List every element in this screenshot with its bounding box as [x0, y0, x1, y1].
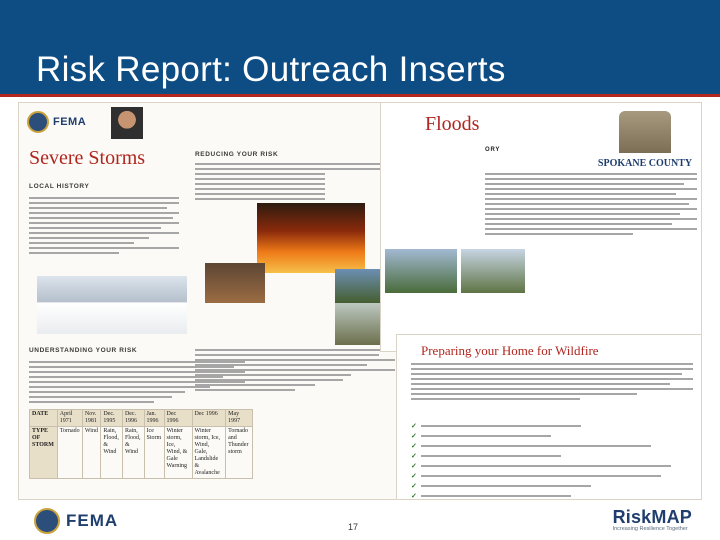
wildfire-heading: Preparing your Home for Wildfire — [421, 343, 599, 358]
title-bar — [0, 0, 720, 97]
wildfire-checklist — [411, 421, 671, 500]
floods-heading: Floods — [425, 113, 480, 135]
checkmark-icon: ✓ — [411, 443, 417, 450]
checkmark-icon: ✓ — [411, 493, 417, 500]
dhs-seal-icon — [27, 111, 49, 133]
table-row: TYPE OF STORM Tornado Wind Rain, Flood, & Wind Rain, Flood, & Wind Ice Storm Winter storm, Ice, Wind, & Gale Warning Winter storm, Ice, Wind, Gale, Landslide & Avalanche Tornado and Thunder storm — [30, 427, 253, 479]
outreach-inserts-collage — [18, 102, 702, 500]
riskmap-logo — [613, 507, 692, 532]
slide-title: Risk Report: Outreach Inserts — [36, 50, 506, 89]
riverfront-photo — [461, 249, 525, 293]
reducing-heading: REDUCING YOUR RISK — [195, 151, 279, 158]
fema-logo-text: FEMA — [53, 116, 87, 128]
cabin-photo — [205, 263, 265, 303]
list-item — [411, 441, 671, 451]
list-item — [411, 471, 671, 481]
local-history-text — [29, 197, 179, 257]
spokane-county-logo — [595, 109, 695, 173]
snow-house-photo — [37, 276, 187, 334]
table-row: DATE April 1971 Nov. 1981 Dec. 1995 Dec. 1996 Jan. 1996 Dec 1996 Dec 1996 May 1997 — [30, 410, 253, 427]
person-photo — [111, 107, 143, 139]
list-item — [411, 421, 671, 431]
storms-heading: Severe Storms — [29, 147, 146, 169]
courthouse-icon — [619, 111, 671, 153]
wildfire-photo — [257, 203, 365, 273]
checkmark-icon: ✓ — [411, 453, 417, 460]
storm-history-table — [29, 409, 253, 479]
fema-logo — [27, 111, 86, 133]
river-photo — [385, 249, 457, 293]
wildfire-insert — [396, 334, 702, 500]
wildfire-intro-text — [411, 363, 693, 403]
list-item — [411, 451, 671, 461]
list-item — [411, 491, 671, 500]
fema-footer-logo — [34, 508, 118, 534]
local-history-heading: LOCAL HISTORY — [29, 183, 90, 190]
checkmark-icon: ✓ — [411, 483, 417, 490]
reducing-text-2 — [195, 349, 395, 394]
checkmark-icon: ✓ — [411, 473, 417, 480]
dhs-seal-icon — [34, 508, 60, 534]
riskmap-tagline: Increasing Resilience Together — [612, 526, 688, 532]
riskmap-map: MAP — [651, 507, 692, 527]
list-item — [411, 461, 671, 471]
county-label: SPOKANE COUNTY — [597, 158, 693, 169]
list-item — [411, 481, 671, 491]
floods-insert — [380, 102, 702, 352]
checkmark-icon: ✓ — [411, 463, 417, 470]
slide-footer — [0, 503, 720, 540]
list-item — [411, 431, 671, 441]
fema-wordmark: FEMA — [66, 511, 119, 530]
page-number: 17 — [348, 522, 359, 532]
floods-text — [485, 173, 697, 238]
checkmark-icon: ✓ — [411, 433, 417, 440]
riskmap-risk: Risk — [612, 507, 652, 527]
understanding-heading: UNDERSTANDING YOUR RISK — [29, 347, 138, 354]
floods-section-heading: ORY — [485, 147, 501, 153]
checkmark-icon: ✓ — [411, 423, 417, 430]
